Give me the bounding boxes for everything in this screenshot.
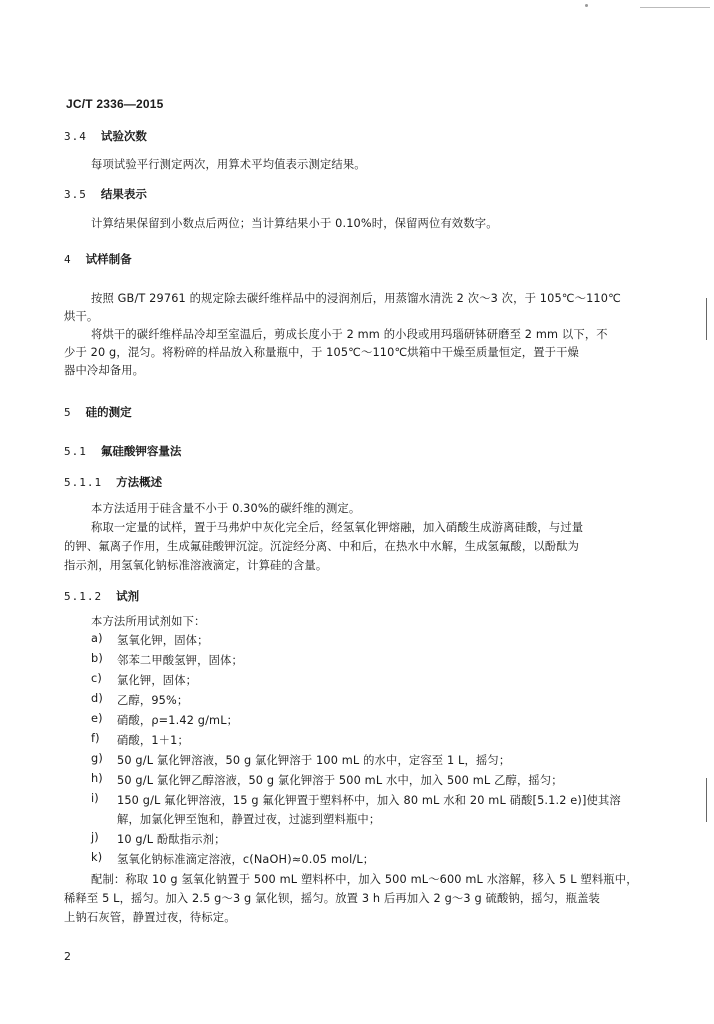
section-number: 5 [64, 406, 72, 419]
reagent-text: 乙醇，95%； [117, 694, 189, 707]
section-title: 氟硅酸钾容量法 [100, 444, 182, 458]
reagent-text: 解，加氯化钾至饱和，静置过夜，过滤到塑料瓶中； [117, 813, 381, 826]
reagent-text: 50 g/L 氯化钾乙醇溶液，50 g 氯化钾溶于 500 mL 水中，加入 500 mL 乙醇，摇匀； [117, 774, 563, 787]
scan-edge-line [640, 7, 710, 8]
reagent-text: 10 g/L 酚酞指示剂； [117, 833, 226, 846]
section-title: 试验次数 [100, 129, 147, 143]
paragraph-3-5: 计算结果保留到小数点后两位；当计算结果小于 0.10%时，保留两位有效数字。 [91, 217, 498, 230]
paragraph-5-1-2: 本方法所用试剂如下： [91, 615, 206, 628]
reagent-label: k) [91, 851, 103, 864]
reagent-label: g) [91, 752, 103, 765]
heading-3-5 [64, 186, 147, 202]
section-title: 试样制备 [85, 252, 132, 266]
paragraph-4a-line: 烘干。 [64, 310, 99, 323]
heading-4 [64, 251, 132, 267]
paragraph-4b-line: 将烘干的碳纤维样品冷却至室温后，剪成长度小于 2 mm 的小段或用玛瑙研钵研磨至 2 mm 以下，不 [91, 328, 608, 341]
paragraph-4a-line: 按照 GB/T 29761 的规定除去碳纤维样品中的浸润剂后，用蒸馏水清洗 2 次～3 次，于 105℃～110℃ [91, 292, 621, 305]
reagent-text: 氢氧化钾，固体； [117, 634, 209, 647]
paragraph-4b-line: 器中冷却备用。 [64, 364, 145, 377]
heading-5-1-2 [64, 588, 139, 604]
scan-speck [585, 4, 588, 7]
paragraph-4b-line: 少于 20 g，混匀。将粉碎的样品放入称量瓶中，于 105℃～110℃烘箱中干燥至质量恒定，置于干燥 [64, 346, 580, 359]
reagent-text: 50 g/L 氯化钾溶液，50 g 氯化钾溶于 100 mL 的水中，定容至 1 L，摇匀； [117, 754, 511, 767]
section-number: 5.1.2 [64, 590, 103, 603]
reagent-label: i) [91, 792, 99, 805]
reagent-label: e) [91, 712, 103, 725]
reagent-text: 硝酸，1＋1； [117, 734, 189, 747]
preparation-line: 配制：称取 10 g 氢氧化钠置于 500 mL 塑料杯中，加入 500 mL～600 mL 水溶解，移入 5 L 塑料瓶中， [91, 873, 638, 886]
heading-5-1-1 [64, 474, 162, 490]
paragraph-3-4: 每项试验平行测定两次，用算术平均值表示测定结果。 [91, 158, 366, 171]
reagent-label: d) [91, 692, 103, 705]
reagent-text: 氯化钾，固体； [117, 674, 198, 687]
section-title: 结果表示 [100, 187, 147, 201]
reagent-label: h) [91, 772, 103, 785]
section-number: 3.5 [64, 188, 87, 201]
reagent-label: j) [91, 831, 99, 844]
reagent-label: f) [91, 732, 100, 745]
paragraph-5-1-1a: 本方法适用于硅含量不小于 0.30%的碳纤维的测定。 [91, 502, 361, 515]
paragraph-5-1-1b-line: 指示剂，用氢氧化钠标准溶液滴定，计算硅的含量。 [64, 559, 328, 572]
section-title: 试剂 [116, 589, 140, 603]
reagent-label: c) [91, 672, 102, 685]
preparation-line: 稀释至 5 L，摇匀。加入 2.5 g～3 g 氯化钡，摇匀。放置 3 h 后再加入 2 g～3 g 硫酸钠，摇匀，瓶盖装 [64, 892, 600, 905]
document-id: JC/T 2336—2015 [66, 97, 164, 111]
heading-5 [64, 404, 132, 420]
reagent-text: 硝酸，ρ=1.42 g/mL； [117, 714, 239, 727]
paragraph-5-1-1b-line: 的钾、氟离子作用，生成氟硅酸钾沉淀。沉淀经分离、中和后，在热水中水解，生成氢氟酸，以酚酞为 [64, 540, 580, 553]
paragraph-5-1-1b-line: 称取一定量的试样，置于马弗炉中灰化完全后，经氢氧化钾熔融，加入硝酸生成游离硅酸，与过量 [91, 521, 584, 534]
section-number: 3.4 [64, 130, 87, 143]
section-title: 方法概述 [116, 475, 163, 489]
section-number: 4 [64, 253, 72, 266]
reagent-label: a) [91, 632, 103, 645]
preparation-line: 上钠石灰管，静置过夜，待标定。 [64, 911, 236, 924]
reagent-text: 邻苯二甲酸氢钾，固体； [117, 654, 243, 667]
heading-5-1 [64, 443, 181, 459]
binding-mark [706, 778, 707, 822]
reagent-label: b) [91, 652, 103, 665]
section-title: 硅的测定 [85, 405, 132, 419]
section-number: 5.1.1 [64, 476, 103, 489]
heading-3-4 [64, 128, 147, 144]
reagent-text: 氢氧化钠标准滴定溶液，c(NaOH)≈0.05 mol/L； [117, 853, 375, 866]
page-number: 2 [64, 950, 71, 963]
binding-mark [706, 298, 707, 340]
reagent-text: 150 g/L 氟化钾溶液，15 g 氟化钾置于塑料杯中，加入 80 mL 水和 20 mL 硝酸[5.1.2 e)]使其溶 [117, 794, 621, 807]
section-number: 5.1 [64, 445, 87, 458]
